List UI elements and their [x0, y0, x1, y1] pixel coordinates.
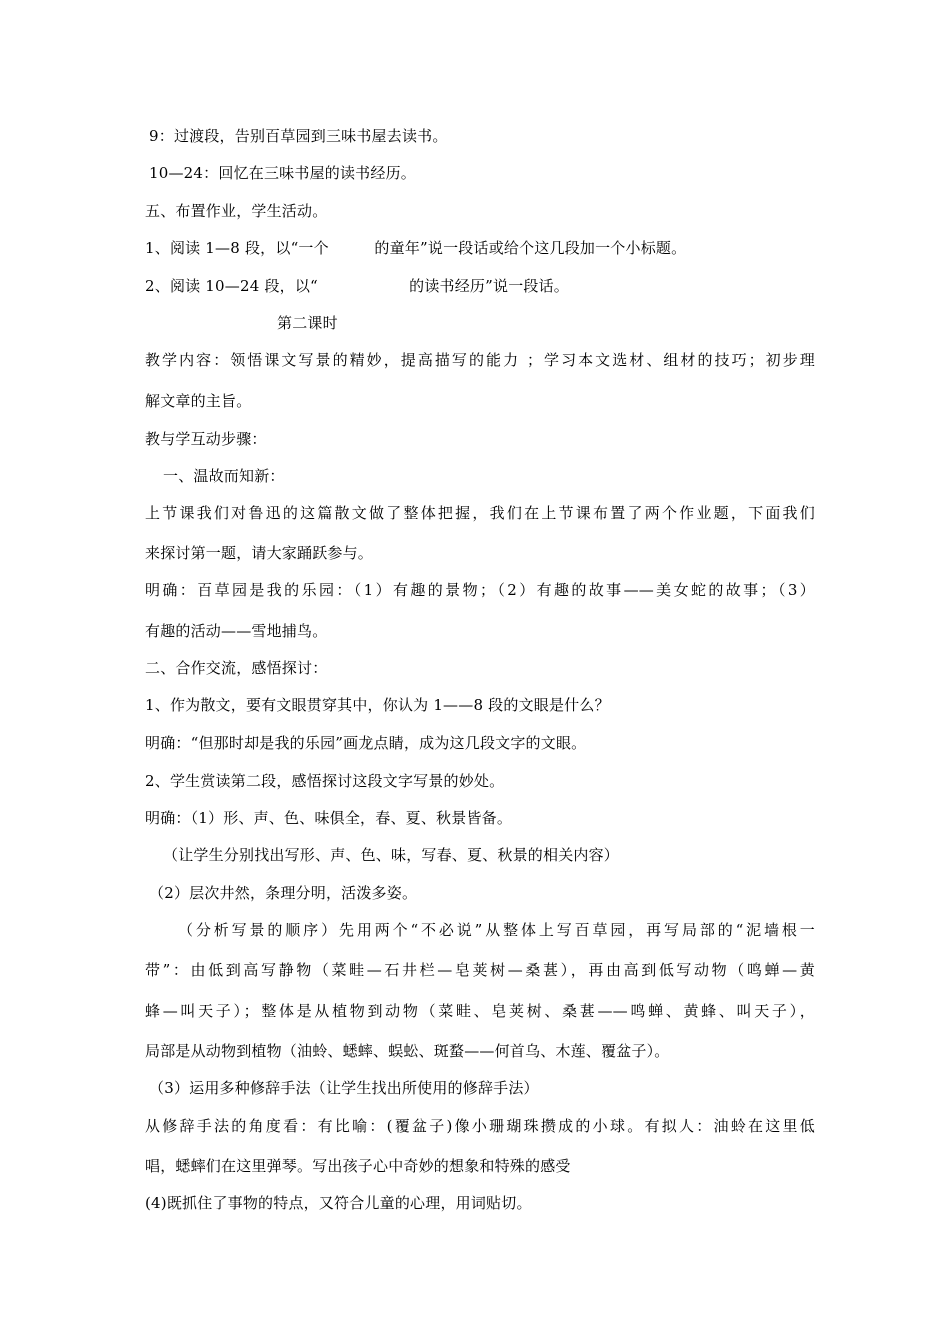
lesson-title: 第二课时: [277, 314, 338, 332]
text-line: 1、阅读 1—8 段，以“一个 的童年”说一段话或给个这几段加一个小标题。: [145, 239, 687, 257]
text-line: 10—24：回忆在三味书屋的读书经历。: [149, 164, 416, 182]
text-line: 9：过渡段，告别百草园到三味书屋去读书。: [149, 127, 448, 145]
text-line: 明确：（1）形、声、色、味俱全，春、夏、秋景皆备。: [145, 809, 513, 827]
text-line: 解文章的主旨。: [145, 392, 252, 410]
text-line: （分析写景的顺序）先用两个“不必说”从整体上写百草园，再写局部的“泥墙根一: [178, 921, 815, 939]
section-heading: 五、布置作业，学生活动。: [145, 202, 328, 220]
text-line: （2）层次井然，条理分明，活泼多姿。: [149, 884, 418, 902]
text-line: 教学内容：领悟课文写景的精妙，提高描写的能力 ；学习本文选材、组材的技巧；初步理: [145, 351, 815, 369]
section-heading: 一、温故而知新：: [163, 467, 285, 485]
text-line: 1、作为散文，要有文眼贯穿其中，你认为 1——8 段的文眼是什么？: [145, 696, 610, 714]
text-line: 局部是从动物到植物（油蛉、蟋蟀、蜈蚣、斑蝥——何首乌、木莲、覆盆子）。: [145, 1042, 670, 1060]
text-line: 带”：由低到高写静物（菜畦—石井栏—皂荚树—桑葚），再由高到低写动物（鸣蝉—黄: [145, 961, 815, 979]
text-line: 明确：百草园是我的乐园：（1）有趣的景物；（2）有趣的故事——美女蛇的故事；（3）: [145, 581, 815, 599]
text-line: 唱，蟋蟀们在这里弹琴。写出孩子心中奇妙的想象和特殊的感受: [145, 1157, 571, 1175]
section-heading: 二、合作交流，感悟探讨：: [145, 659, 328, 677]
text-line: （3）运用多种修辞手法（让学生找出所使用的修辞手法）: [149, 1079, 539, 1097]
text-line: 2、阅读 10—24 段，以“ 的读书经历”说一段话。: [145, 277, 569, 295]
text-line: 明确：“但那时却是我的乐园”画龙点睛，成为这几段文字的文眼。: [145, 734, 587, 752]
text-line: 2、学生赏读第二段，感悟探讨这段文字写景的妙处。: [145, 772, 505, 790]
text-line: 从修辞手法的角度看：有比喻：(覆盆子)像小珊瑚珠攒成的小球。有拟人：油蛉在这里低: [145, 1117, 815, 1135]
text-line: 来探讨第一题，请大家踊跃参与。: [145, 544, 374, 562]
text-line: 上节课我们对鲁迅的这篇散文做了整体把握，我们在上节课布置了两个作业题，下面我们: [145, 504, 815, 522]
text-line: 有趣的活动——雪地捕鸟。: [145, 622, 328, 640]
text-line: 蜂—叫天子）；整体是从植物到动物（菜畦、皂荚树、桑葚——鸣蝉、黄蜂、叫天子），: [145, 1002, 815, 1020]
text-line: （让学生分别找出写形、声、色、味，写春、夏、秋景的相关内容）: [163, 846, 620, 864]
text-line: (4)既抓住了事物的特点，又符合儿童的心理，用词贴切。: [145, 1194, 532, 1212]
section-heading: 教与学互动步骤：: [145, 430, 267, 448]
